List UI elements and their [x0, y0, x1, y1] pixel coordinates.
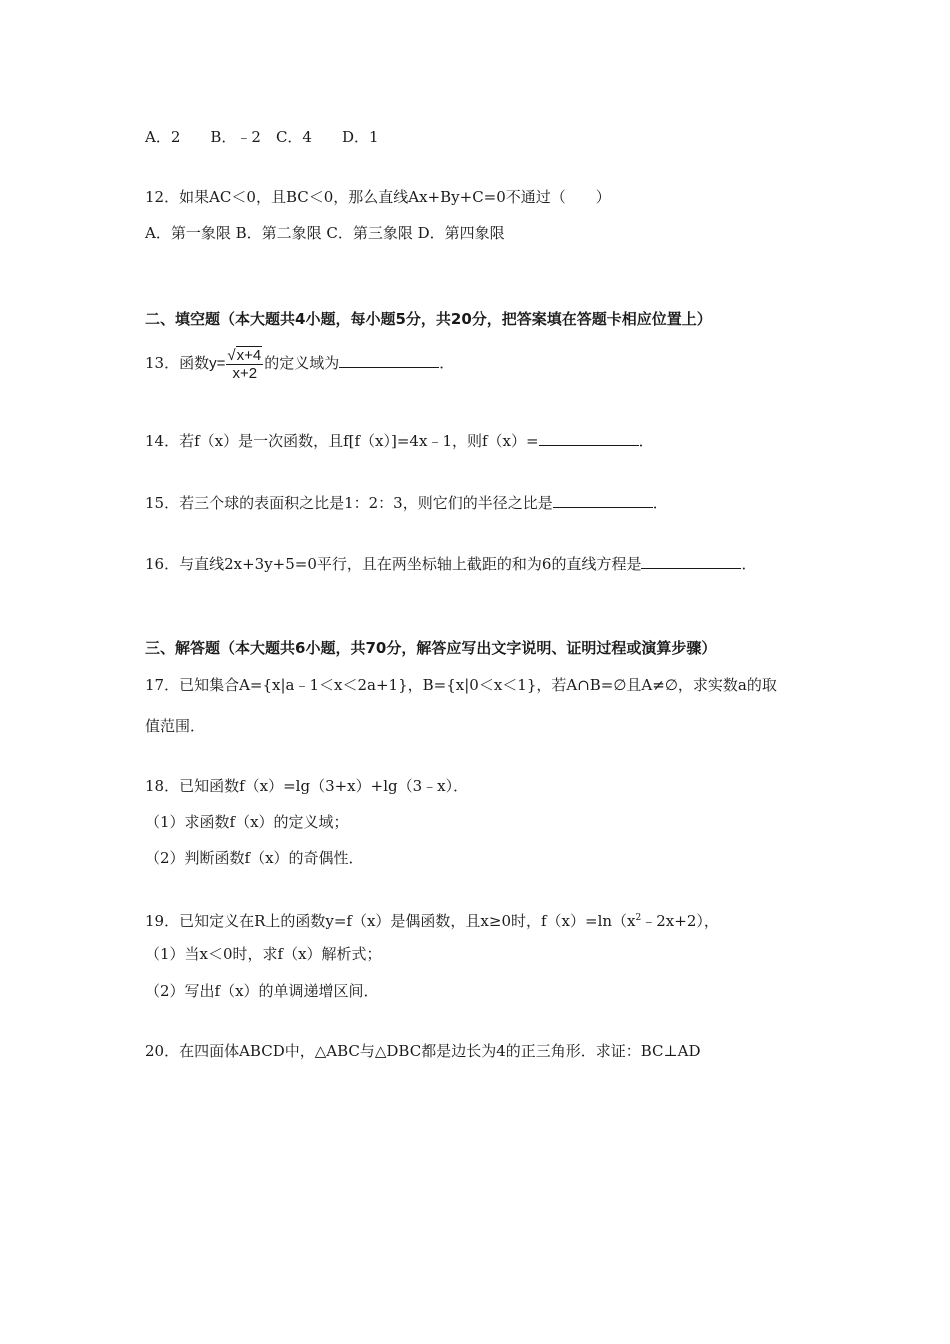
- q14-answer-blank[interactable]: [539, 430, 639, 446]
- q15-answer-blank[interactable]: [553, 492, 653, 508]
- q20-text: 20．在四面体ABCD中，△ABC与△DBC都是边长为4的正三角形．求证：BC⊥AD: [145, 1042, 701, 1060]
- q14-text: 14．若f（x）是一次函数，且f[f（x）]=4x﹣1，则f（x）=: [145, 432, 539, 450]
- q13-answer-blank[interactable]: [339, 352, 439, 368]
- q19-stem: [145, 908, 719, 931]
- q12-options: A．第一象限 B．第二象限 C．第三象限 D．第四象限: [145, 224, 505, 242]
- q13-fraction: [226, 346, 263, 382]
- q16-text: 16．与直线2x+3y+5=0平行，且在两坐标轴上截距的和为6的直线方程是: [145, 555, 642, 573]
- q13-end: ．: [439, 354, 455, 372]
- q18-part1: （1）求函数f（x）的定义域；: [145, 813, 349, 831]
- q19-part1: （1）当x＜0时，求f（x）解析式；: [145, 945, 382, 963]
- section-2-title: 二、填空题（本大题共4小题，每小题5分，共20分，把答案填在答题卡相应位置上）: [145, 310, 712, 328]
- q12-stem: 12．如果AC＜0，且BC＜0，那么直线Ax+By+C=0不通过（ ）: [145, 188, 611, 206]
- section-3-title: 三、解答题（本大题共6小题，共70分，解答应写出文字说明、证明过程或演算步骤）: [145, 639, 717, 657]
- q13-prefix: 13．函数: [145, 354, 210, 372]
- q16-end: ．: [741, 555, 757, 573]
- q18-part2: （2）判断函数f（x）的奇偶性．: [145, 849, 364, 867]
- q14: [145, 430, 654, 451]
- q19-superscript: 2: [635, 913, 642, 923]
- q14-end: ．: [638, 432, 654, 450]
- q19-part2: （2）写出f（x）的单调递增区间．: [145, 982, 379, 1000]
- q11-options: A．2 B．﹣2 C．4 D．1: [145, 128, 379, 146]
- q13-y-eq: y=: [209, 355, 226, 372]
- q13-radical-sign: √: [227, 347, 236, 364]
- q13-numerator: [226, 346, 263, 365]
- q15-end: ．: [652, 494, 668, 512]
- q13-radicand: x+4: [236, 347, 262, 364]
- q13-suffix: 的定义域为: [264, 354, 340, 372]
- q13-denominator: x+2: [232, 365, 258, 382]
- q17-line2: 值范围．: [145, 717, 206, 735]
- q15: [145, 492, 668, 513]
- q15-text: 15．若三个球的表面积之比是1：2：3，则它们的半径之比是: [145, 494, 553, 512]
- q19-stem-b: ﹣2x+2），: [641, 912, 719, 930]
- q18-stem: 18．已知函数f（x）=lg（3+x）+lg（3﹣x）．: [145, 777, 469, 795]
- q13-sqrt: [227, 346, 262, 364]
- q17-line1: 17．已知集合A={x|a﹣1＜x＜2a+1}，B={x|0＜x＜1}，若A∩B=∅且A≠∅，求实数a的取: [145, 676, 777, 694]
- q16: [145, 553, 756, 574]
- q13: [145, 346, 454, 382]
- q19-stem-a: 19．已知定义在R上的函数y=f（x）是偶函数，且x≥0时，f（x）=ln（x: [145, 912, 636, 930]
- q16-answer-blank[interactable]: [641, 553, 741, 569]
